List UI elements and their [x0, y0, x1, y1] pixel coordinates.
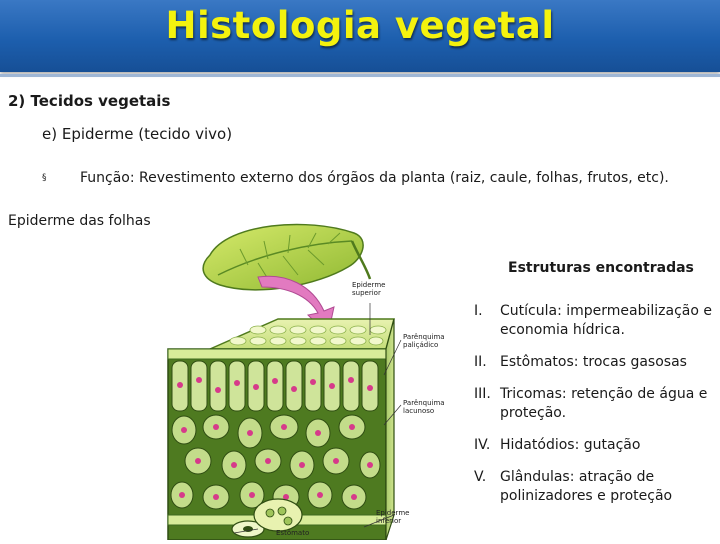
structures-list: [474, 302, 718, 519]
structure-item-text: Estômatos: trocas gasosas: [500, 354, 687, 370]
structure-item-text: Tricomas: retenção de água e proteção.: [500, 386, 708, 421]
structure-item-number: I.: [474, 303, 483, 319]
label-spongy-line2: lacunoso: [403, 407, 435, 415]
label-upper-epidermis-line2: superior: [352, 289, 381, 297]
structures-heading: Estruturas encontradas: [508, 260, 694, 276]
figure-caption: Epiderme das folhas: [8, 213, 151, 229]
label-upper-epidermis: [352, 281, 385, 297]
structure-item-number: II.: [474, 354, 487, 370]
structure-item: [474, 436, 718, 455]
structure-item-number: V.: [474, 469, 487, 485]
section-heading: 2) Tecidos vegetais: [8, 92, 171, 110]
structure-item-text: Hidatódios: gutação: [500, 437, 641, 453]
subsection-heading: e) Epiderme (tecido vivo): [42, 125, 233, 143]
label-palisade: [403, 333, 445, 349]
structure-item: [474, 302, 718, 340]
structure-item: [474, 385, 718, 423]
bullet-marker: §: [42, 173, 47, 183]
upper-epidermis-block: [210, 319, 394, 349]
structure-item-number: III.: [474, 386, 491, 402]
structure-item: [474, 468, 718, 506]
label-lower-epidermis-line1: Epiderme: [376, 509, 410, 517]
leaf-epidermis-illustration: [158, 215, 458, 540]
title-divider: [0, 74, 720, 77]
front-face: [168, 349, 386, 540]
leaf-cross-section-svg: [158, 215, 458, 540]
structure-item-text: Glândulas: atração de polinizadores e proteção: [500, 469, 673, 504]
label-stomata: Estômato: [276, 529, 310, 537]
palisade-cells: [172, 361, 378, 411]
title-bar: [0, 0, 720, 72]
label-palisade-line1: Parênquima: [403, 333, 445, 341]
vein-drawing: [254, 499, 302, 531]
structure-item-text: Cutícula: impermeabilização e economia hídrica.: [500, 303, 712, 338]
function-bullet: Função: Revestimento externo dos órgãos da planta (raiz, caule, folhas, frutos, etc).: [80, 170, 669, 186]
slide-title: Histologia vegetal: [165, 4, 555, 47]
label-upper-epidermis-line1: Epiderme: [352, 281, 386, 289]
label-spongy-line1: Parênquima: [403, 399, 445, 407]
label-lower-epidermis-line2: inferior: [376, 517, 402, 525]
side-face: [386, 319, 394, 540]
label-spongy: [403, 399, 445, 415]
label-lower-epidermis: [376, 509, 409, 525]
structure-item: [474, 353, 718, 372]
structure-item-number: IV.: [474, 437, 491, 453]
label-palisade-line2: paliçádico: [403, 341, 439, 349]
